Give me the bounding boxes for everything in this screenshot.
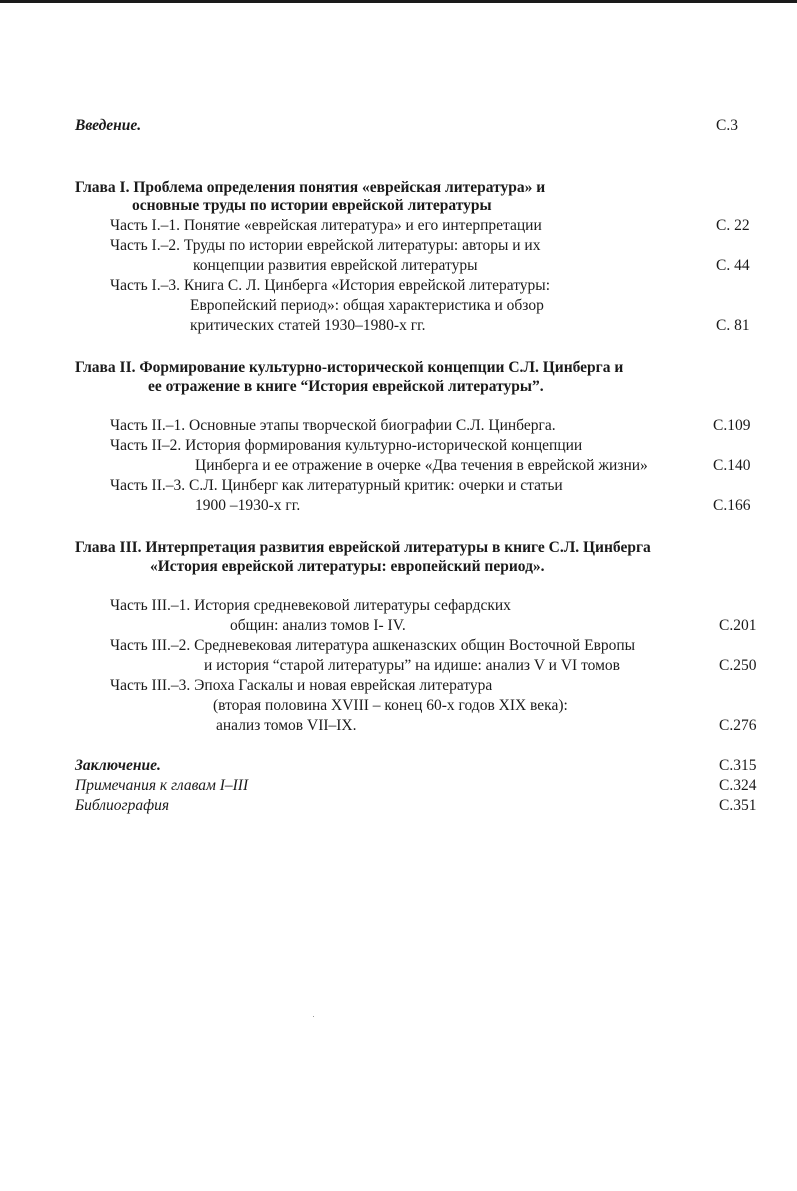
toc-bibliography-title: Библиография: [75, 797, 170, 814]
part-1-3-line3: критических статей 1930–1980-х гг.: [190, 317, 426, 334]
part-3-2-line1: Часть III.–2. Средневековая литература ашкеназских общин Восточной Европы: [110, 637, 636, 654]
part-1-3-page: С. 81: [716, 317, 750, 334]
part-3-1-line1: Часть III.–1. История средневековой литературы сефардских: [110, 597, 511, 614]
part-1-2-page: С. 44: [716, 257, 750, 274]
toc-notes-title: Примечания к главам I–III: [75, 777, 249, 794]
part-2-1-line1: Часть II.–1. Основные этапы творческой биографии С.Л. Цинберга.: [110, 417, 556, 434]
toc-conclusion-title: Заключение.: [75, 757, 161, 774]
chapter-3-title-line2: «История еврейской литературы: европейский период».: [150, 558, 545, 575]
part-3-1-page: С.201: [719, 617, 757, 634]
part-3-3-line3: анализ томов VII–IX.: [216, 717, 357, 734]
toc-bibliography-page: С.351: [719, 797, 757, 814]
part-3-3-page: С.276: [719, 717, 757, 734]
part-2-2-page: С.140: [713, 457, 751, 474]
part-1-1-page: С. 22: [716, 217, 750, 234]
part-2-3-line1: Часть II.–3. С.Л. Цинберг как литературный критик: очерки и статьи: [110, 477, 563, 494]
part-1-2-line1: Часть I.–2. Труды по истории еврейской литературы: авторы и их: [110, 237, 541, 254]
chapter-1-title-line1: Глава I. Проблема определения понятия «еврейская литература» и: [75, 179, 546, 196]
part-2-2-line1: Часть II–2. История формирования культурно-исторической концепции: [110, 437, 583, 454]
chapter-2-title-line1: Глава II. Формирование культурно-исторической концепции С.Л. Цинберга и: [75, 359, 624, 376]
part-2-3-page: С.166: [713, 497, 751, 514]
scan-speck: [313, 1016, 314, 1017]
part-2-1-page: С.109: [713, 417, 751, 434]
part-3-3-line1: Часть III.–3. Эпоха Гаскалы и новая еврейская литература: [110, 677, 493, 694]
toc-intro-page: С.3: [716, 117, 738, 134]
part-3-2-line2: и история “старой литературы” на идише: анализ V и VI томов: [204, 657, 620, 674]
chapter-1-title-line2: основные труды по истории еврейской литературы: [132, 197, 492, 214]
chapter-2-title-line2: ее отражение в книге “История еврейской литературы”.: [148, 378, 544, 395]
toc-intro-title: Введение.: [75, 117, 142, 134]
part-3-2-page: С.250: [719, 657, 757, 674]
toc-notes-page: С.324: [719, 777, 757, 794]
scan-top-edge: [0, 0, 797, 3]
toc-conclusion-page: С.315: [719, 757, 757, 774]
part-3-3-line2: (вторая половина XVIII – конец 60-х годов XIX века):: [213, 697, 568, 714]
part-1-1-line1: Часть I.–1. Понятие «еврейская литература» и его интерпретации: [110, 217, 542, 234]
part-1-2-line2: концепции развития еврейской литературы: [193, 257, 478, 274]
part-1-3-line2: Европейский период»: общая характеристика и обзор: [190, 297, 544, 314]
chapter-3-title-line1: Глава III. Интерпретация развития еврейской литературы в книге С.Л. Цинберга: [75, 539, 651, 556]
part-2-3-line2: 1900 –1930-х гг.: [195, 497, 301, 514]
part-1-3-line1: Часть I.–3. Книга С. Л. Цинберга «История еврейской литературы:: [110, 277, 550, 294]
part-2-2-line2: Цинберга и ее отражение в очерке «Два течения в еврейской жизни»: [195, 457, 648, 474]
part-3-1-line2: общин: анализ томов I- IV.: [230, 617, 406, 634]
